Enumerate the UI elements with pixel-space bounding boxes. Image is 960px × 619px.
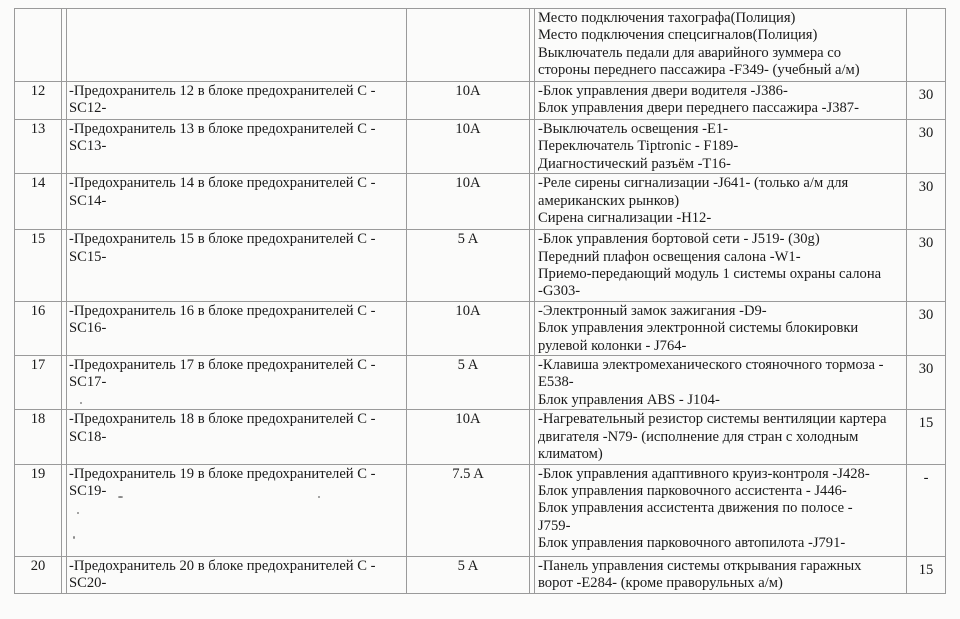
fuse-name-cell bbox=[67, 356, 407, 410]
scan-speck bbox=[77, 512, 79, 514]
fuse-amperage: 7.5 A bbox=[407, 464, 530, 556]
fuse-name-line: SC14- bbox=[69, 192, 107, 209]
consumer-line: Место подключения тахографа(Полиция) bbox=[538, 10, 796, 26]
fuse-name-line: SC15- bbox=[69, 248, 107, 265]
fuse-consumers-cell bbox=[535, 230, 907, 302]
consumer-line: рулевой колонки - J764- bbox=[538, 337, 687, 354]
fuse-terminal: 15 bbox=[907, 556, 946, 593]
fuse-terminal: 30 bbox=[907, 120, 946, 174]
fuse-name-cell bbox=[67, 301, 407, 355]
fuse-name-cell bbox=[67, 464, 407, 556]
fuse-consumers-cell bbox=[535, 301, 907, 355]
fuse-name-line: -Предохранитель 14 в блоке предохранителей С - bbox=[69, 175, 376, 192]
consumer-line: Блок управления ABS - J104- bbox=[538, 391, 720, 408]
table-row bbox=[15, 356, 946, 410]
fuse-name-cell bbox=[67, 410, 407, 464]
fuse-name-line: -Предохранитель 19 в блоке предохранителей С - bbox=[69, 465, 376, 482]
table-row bbox=[15, 120, 946, 174]
fuse-number-cell bbox=[15, 9, 62, 82]
fuse-terminal: 30 bbox=[907, 82, 946, 120]
consumer-line: -Клавиша электромеханического стояночного тормоза - bbox=[538, 357, 884, 374]
consumer-line: Блок управления двери переднего пассажира -J387- bbox=[538, 100, 859, 117]
fuse-number: 19 bbox=[15, 464, 62, 556]
fuse-consumers-cell bbox=[535, 120, 907, 174]
consumer-line: Выключатель педали для аварийного зуммера со bbox=[538, 44, 842, 61]
table-row bbox=[15, 464, 946, 556]
fuse-name-line: SC18- bbox=[69, 428, 107, 445]
fuse-table bbox=[14, 8, 946, 594]
fuse-name-cell bbox=[67, 174, 407, 230]
consumer-line: -Блок управления двери водителя -J386- bbox=[538, 83, 788, 99]
consumer-line: -Панель управления системы открывания гаражных bbox=[538, 557, 862, 574]
fuse-name-cell bbox=[67, 556, 407, 593]
consumer-line: E538- bbox=[538, 374, 574, 391]
consumer-line: -Выключатель освещения -E1- bbox=[538, 121, 729, 137]
consumer-line: Диагностический разъём -T16- bbox=[538, 155, 731, 172]
fuse-table-body bbox=[15, 9, 946, 594]
consumer-line: Передний плафон освещения салона -W1- bbox=[538, 248, 801, 265]
fuse-name-line: -Предохранитель 15 в блоке предохранителей С - bbox=[69, 231, 376, 248]
fuse-terminal: 30 bbox=[907, 230, 946, 302]
consumer-line: -Блок управления бортовой сети - J519- (30g) bbox=[538, 231, 820, 248]
fuse-number: 17 bbox=[15, 356, 62, 410]
fuse-amperage: 10A bbox=[407, 301, 530, 355]
fuse-terminal: 30 bbox=[907, 301, 946, 355]
fuse-consumers-cell bbox=[535, 464, 907, 556]
fuse-table-sheet bbox=[14, 8, 946, 594]
table-row bbox=[15, 174, 946, 230]
consumer-line: климатом) bbox=[538, 446, 603, 463]
fuse-consumers-cell bbox=[535, 82, 907, 120]
fuse-number: 14 bbox=[15, 174, 62, 230]
fuse-amperage: 10A bbox=[407, 120, 530, 174]
table-row bbox=[15, 410, 946, 464]
fuse-amperage: 10A bbox=[407, 174, 530, 230]
fuse-name-cell bbox=[67, 230, 407, 302]
scan-speck bbox=[318, 496, 320, 498]
fuse-name-line: -Предохранитель 13 в блоке предохранителей С - bbox=[69, 121, 376, 137]
fuse-terminal: 15 bbox=[907, 410, 946, 464]
fuse-number: 16 bbox=[15, 301, 62, 355]
consumer-line: стороны переднего пассажира -F349- (учебный а/м) bbox=[538, 62, 860, 79]
scan-speck bbox=[73, 536, 75, 539]
fuse-amperage-cell bbox=[407, 9, 530, 82]
fuse-name-line: SC19- bbox=[69, 482, 107, 499]
fuse-name-cell bbox=[67, 120, 407, 174]
fuse-consumers-cell bbox=[535, 556, 907, 593]
fuse-amperage: 5 A bbox=[407, 556, 530, 593]
fuse-name-line: -Предохранитель 18 в блоке предохранителей С - bbox=[69, 411, 376, 428]
fuse-consumers-cell bbox=[535, 410, 907, 464]
fuse-number: 15 bbox=[15, 230, 62, 302]
fuse-name-line: SC13- bbox=[69, 138, 107, 155]
fuse-name-line: SC12- bbox=[69, 100, 107, 117]
fuse-consumers-cell bbox=[535, 174, 907, 230]
fuse-name-line: SC20- bbox=[69, 574, 107, 591]
table-row bbox=[15, 301, 946, 355]
fuse-name-line: -Предохранитель 17 в блоке предохранителей С - bbox=[69, 357, 376, 374]
consumer-line: -Реле сирены сигнализации -J641- (только а/м для bbox=[538, 175, 849, 192]
table-row bbox=[15, 556, 946, 593]
fuse-terminal: 30 bbox=[907, 174, 946, 230]
fuse-number: 18 bbox=[15, 410, 62, 464]
fuse-terminal-cell bbox=[907, 9, 946, 82]
consumer-line: Блок управления парковочного ассистента - J446- bbox=[538, 482, 847, 499]
fuse-amperage: 10A bbox=[407, 410, 530, 464]
consumer-line: -Электронный замок зажигания -D9- bbox=[538, 302, 767, 319]
table-row bbox=[15, 82, 946, 120]
table-row bbox=[15, 230, 946, 302]
fuse-terminal: - bbox=[907, 464, 946, 556]
fuse-name-cell bbox=[67, 9, 407, 82]
fuse-name-line: -Предохранитель 20 в блоке предохранителей С - bbox=[69, 557, 376, 574]
fuse-amperage: 5 A bbox=[407, 230, 530, 302]
fuse-consumers-cell bbox=[535, 356, 907, 410]
consumer-line: Приемо-передающий модуль 1 системы охраны салона bbox=[538, 266, 882, 283]
fuse-number: 12 bbox=[15, 82, 62, 120]
fuse-name-line: SC16- bbox=[69, 320, 107, 337]
consumer-line: Блок управления парковочного автопилота -J791- bbox=[538, 535, 846, 552]
scan-speck bbox=[80, 402, 82, 404]
fuse-number: 13 bbox=[15, 120, 62, 174]
consumer-line: Сирена сигнализации -H12- bbox=[538, 210, 712, 227]
consumer-line: Переключатель Tiptronic - F189- bbox=[538, 138, 739, 155]
fuse-name-line: -Предохранитель 12 в блоке предохранителей С - bbox=[69, 83, 376, 99]
fuse-amperage: 5 A bbox=[407, 356, 530, 410]
fuse-name-line: SC17- bbox=[69, 374, 107, 391]
consumer-line: -Нагревательный резистор системы вентиляции картера bbox=[538, 411, 887, 428]
consumer-line: Блок управления ассистента движения по полосе - bbox=[538, 500, 853, 517]
consumer-line: J759- bbox=[538, 517, 571, 534]
consumer-line: -G303- bbox=[538, 283, 581, 300]
fuse-name-line: -Предохранитель 16 в блоке предохранителей С - bbox=[69, 302, 376, 319]
fuse-name-cell bbox=[67, 82, 407, 120]
fuse-amperage: 10A bbox=[407, 82, 530, 120]
consumer-line: Блок управления электронной системы блокировки bbox=[538, 320, 859, 337]
consumer-line: американских рынков) bbox=[538, 192, 680, 209]
consumer-line: ворот -E284- (кроме праворульных а/м) bbox=[538, 574, 783, 591]
table-row-continuation bbox=[15, 9, 946, 82]
scan-speck bbox=[118, 496, 123, 498]
consumer-line: -Блок управления адаптивного круиз-контроля -J428- bbox=[538, 465, 870, 482]
consumer-line: двигателя -N79- (исполнение для стран с холодным bbox=[538, 428, 859, 445]
consumer-line: Место подключения спецсигналов(Полиция) bbox=[538, 27, 818, 44]
fuse-consumers-cell bbox=[535, 9, 907, 82]
fuse-terminal: 30 bbox=[907, 356, 946, 410]
fuse-number: 20 bbox=[15, 556, 62, 593]
